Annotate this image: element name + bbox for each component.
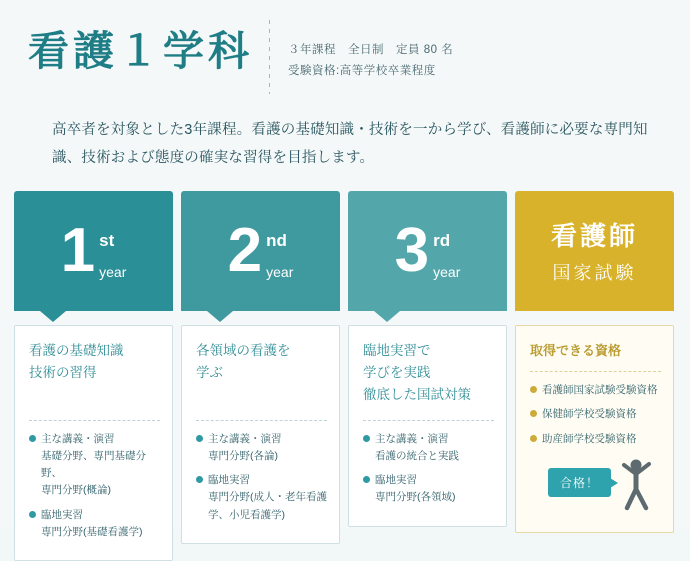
header-meta-line-2: 受験資格:高等学校卒業程度	[288, 65, 436, 78]
badge-exam-line-2: 国家試験	[552, 263, 637, 284]
bullet-dot-icon	[363, 476, 370, 483]
bullets-3	[363, 431, 494, 507]
divider-2	[196, 420, 327, 421]
bullet-head: 臨地実習	[375, 474, 417, 487]
divider-3	[363, 420, 494, 421]
bullet-dot-icon	[196, 476, 203, 483]
list-item	[530, 431, 661, 448]
badge-exam-line-1: 看護師	[550, 221, 638, 252]
page-title: 看護１学科	[28, 28, 253, 74]
bullet-detail: 専門分野(成人・老年看護 学、小児看護学)	[208, 491, 327, 521]
bullet-head: 臨地実習	[41, 508, 83, 521]
pass-stamp: 合格！	[548, 468, 611, 497]
bullet-head: 主な講義・演習	[375, 432, 449, 445]
year-columns	[14, 191, 676, 561]
badge-year-label-2: year	[266, 264, 294, 281]
list-item	[196, 431, 327, 466]
list-item	[29, 507, 160, 542]
qualification-label: 保健師学校受験資格	[542, 408, 637, 421]
bullet-detail: 看護の統合と実践	[375, 449, 459, 462]
badge-year-1	[14, 191, 173, 311]
body-box-exam	[515, 325, 674, 533]
bullet-detail: 専門分野(基礎看護学)	[41, 526, 143, 539]
arrow-down-icon-1	[40, 311, 66, 322]
bullet-head: 主な講義・演習	[208, 432, 282, 445]
qualification-label: 看護師国家試験受験資格	[542, 383, 658, 396]
bullets-2	[196, 431, 327, 525]
list-item	[530, 406, 661, 423]
header-meta-line-1: ３年課程 全日制 定員 80 名	[288, 44, 454, 56]
badge-year-3	[348, 191, 507, 311]
dotted-divider	[269, 20, 270, 94]
badge-number-2: 2	[227, 215, 261, 285]
subtitle-1: 看護の基礎知識 技術の習得	[29, 342, 124, 380]
bullets-1	[29, 431, 160, 542]
body-box-2	[181, 325, 340, 545]
badge-ordinal-3	[433, 222, 460, 279]
badge-number-3: 3	[394, 215, 428, 285]
list-item	[196, 472, 327, 524]
qualification-list	[530, 382, 661, 448]
list-item	[29, 431, 160, 500]
bullet-dot-icon	[196, 435, 203, 442]
badge-number-1: 1	[60, 215, 94, 285]
lead-paragraph: 高卒者を対象とした3年課程。看護の基礎知識・技術を一から学び、看護師に必要な専門知識、技術および態度の確実な習得を目指します。	[52, 122, 648, 167]
pass-stamp-area	[530, 462, 661, 520]
badge-ordinal-2	[266, 222, 293, 279]
bullet-dot-icon	[29, 435, 36, 442]
bullet-dot-icon	[530, 435, 537, 442]
bullet-head: 臨地実習	[208, 474, 250, 487]
qualification-label: 助産師学校受験資格	[542, 432, 637, 445]
column-year-1	[14, 191, 173, 561]
arrow-down-icon-3	[374, 311, 400, 322]
list-item	[363, 431, 494, 466]
subtitle-3: 臨地実習で 学びを実践 徹底した国試対策	[363, 342, 471, 403]
arrow-down-icon-2	[207, 311, 233, 322]
badge-year-label-3: year	[433, 264, 461, 281]
subtitle-exam: 取得できる資格	[530, 342, 622, 358]
list-item	[363, 472, 494, 507]
body-box-1	[14, 325, 173, 561]
bullet-detail: 専門分野(各領域)	[375, 491, 456, 504]
column-exam	[515, 191, 674, 561]
badge-suffix-1: st	[99, 231, 115, 251]
subtitle-2: 各領域の看護を 学ぶ	[196, 342, 291, 380]
header	[0, 0, 690, 94]
bullet-dot-icon	[530, 386, 537, 393]
bullet-dot-icon	[363, 435, 370, 442]
badge-year-2	[181, 191, 340, 311]
column-year-2	[181, 191, 340, 561]
column-year-3	[348, 191, 507, 561]
divider-exam	[530, 371, 661, 372]
body-box-3	[348, 325, 507, 527]
bullet-head: 主な講義・演習	[41, 432, 115, 445]
badge-ordinal-1	[99, 222, 126, 279]
bullet-dot-icon	[530, 410, 537, 417]
list-item	[530, 382, 661, 399]
celebrating-person-icon	[615, 456, 655, 514]
bullet-dot-icon	[29, 511, 36, 518]
bullet-detail: 基礎分野、専門基礎分野、 専門分野(概論)	[41, 449, 146, 497]
badge-suffix-3: rd	[433, 231, 451, 251]
header-meta	[288, 18, 453, 83]
bullet-detail: 専門分野(各論)	[208, 449, 278, 462]
badge-suffix-2: nd	[266, 231, 287, 251]
divider-1	[29, 420, 160, 421]
badge-exam	[515, 191, 674, 311]
badge-year-label-1: year	[99, 264, 127, 281]
